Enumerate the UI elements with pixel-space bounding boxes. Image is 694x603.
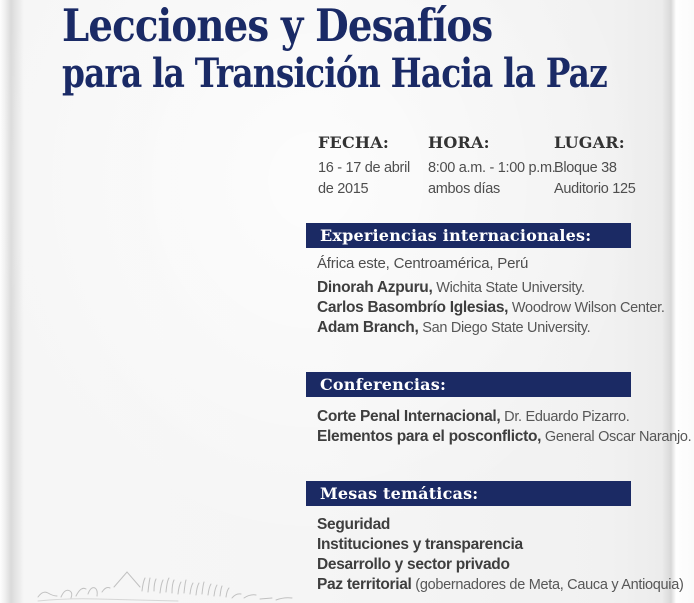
speaker-line [317,278,665,298]
section-conferencias-items [317,407,691,447]
topic-note: (gobernadores de Meta, Cauca y Antioquia) [411,577,684,593]
fecha-value [318,158,410,199]
topic-title: Desarrollo y sector privado [317,556,510,573]
event-info-lugar [554,133,636,199]
event-info-fecha [318,133,410,199]
lugar-label: LUGAR: [554,133,625,152]
section-heading-mesas: Mesas temáticas: [306,481,631,506]
speaker-line [317,298,665,318]
lugar-value-line-2: Auditorio 125 [554,180,636,197]
speaker-name: Dinorah Azpuru, [317,279,433,296]
topic-line [317,535,684,555]
speaker-affiliation: San Diego State University. [418,320,591,336]
speaker-affiliation: Woodrow Wilson Center. [508,300,665,316]
poster-title-line-1: Lecciones y Desafíos [62,0,493,52]
hora-value-line-2: ambos días [428,180,500,197]
poster-title-line-2: para la Transición Hacia la Paz [62,50,607,97]
topic-title: Paz territorial [317,576,412,593]
conference-title: Corte Penal Internacional, [317,408,501,425]
lugar-value-line-1: Bloque 38 [554,160,617,176]
speaker-affiliation: Wichita State University. [432,280,585,296]
pencil-landscape-sketch-icon [36,552,306,603]
speaker-line [317,318,665,338]
conference-speaker: General Oscar Naranjo. [541,429,692,445]
conference-speaker: Dr. Eduardo Pizarro. [500,409,630,425]
topic-line [317,515,684,535]
topic-line [317,555,684,575]
section-heading-conferencias: Conferencias: [306,372,631,397]
event-info-hora [428,133,556,199]
hora-value-line-1: 8:00 a.m. - 1:00 p.m. [428,160,556,176]
speaker-name: Carlos Basombrío Iglesias, [317,299,509,316]
topic-title: Seguridad [317,516,391,533]
topic-line [317,575,684,595]
topic-title: Instituciones y transparencia [317,536,523,553]
section-mesas-items [317,515,684,595]
conference-line [317,407,691,427]
speaker-name: Adam Branch, [317,319,419,336]
lugar-value [554,158,636,199]
fecha-label: FECHA: [318,133,389,152]
conference-line [317,427,691,447]
fecha-value-line-1: 16 - 17 de abril [318,160,410,176]
conference-title: Elementos para el posconflicto, [317,428,542,445]
hora-value [428,158,556,199]
fecha-value-line-2: de 2015 [318,180,369,197]
section-heading-experiencias: Experiencias internacionales: [306,223,631,248]
section-experiencias-items [317,278,665,338]
section-experiencias-intro: África este, Centroamérica, Perú [317,255,529,272]
hora-label: HORA: [428,133,490,152]
